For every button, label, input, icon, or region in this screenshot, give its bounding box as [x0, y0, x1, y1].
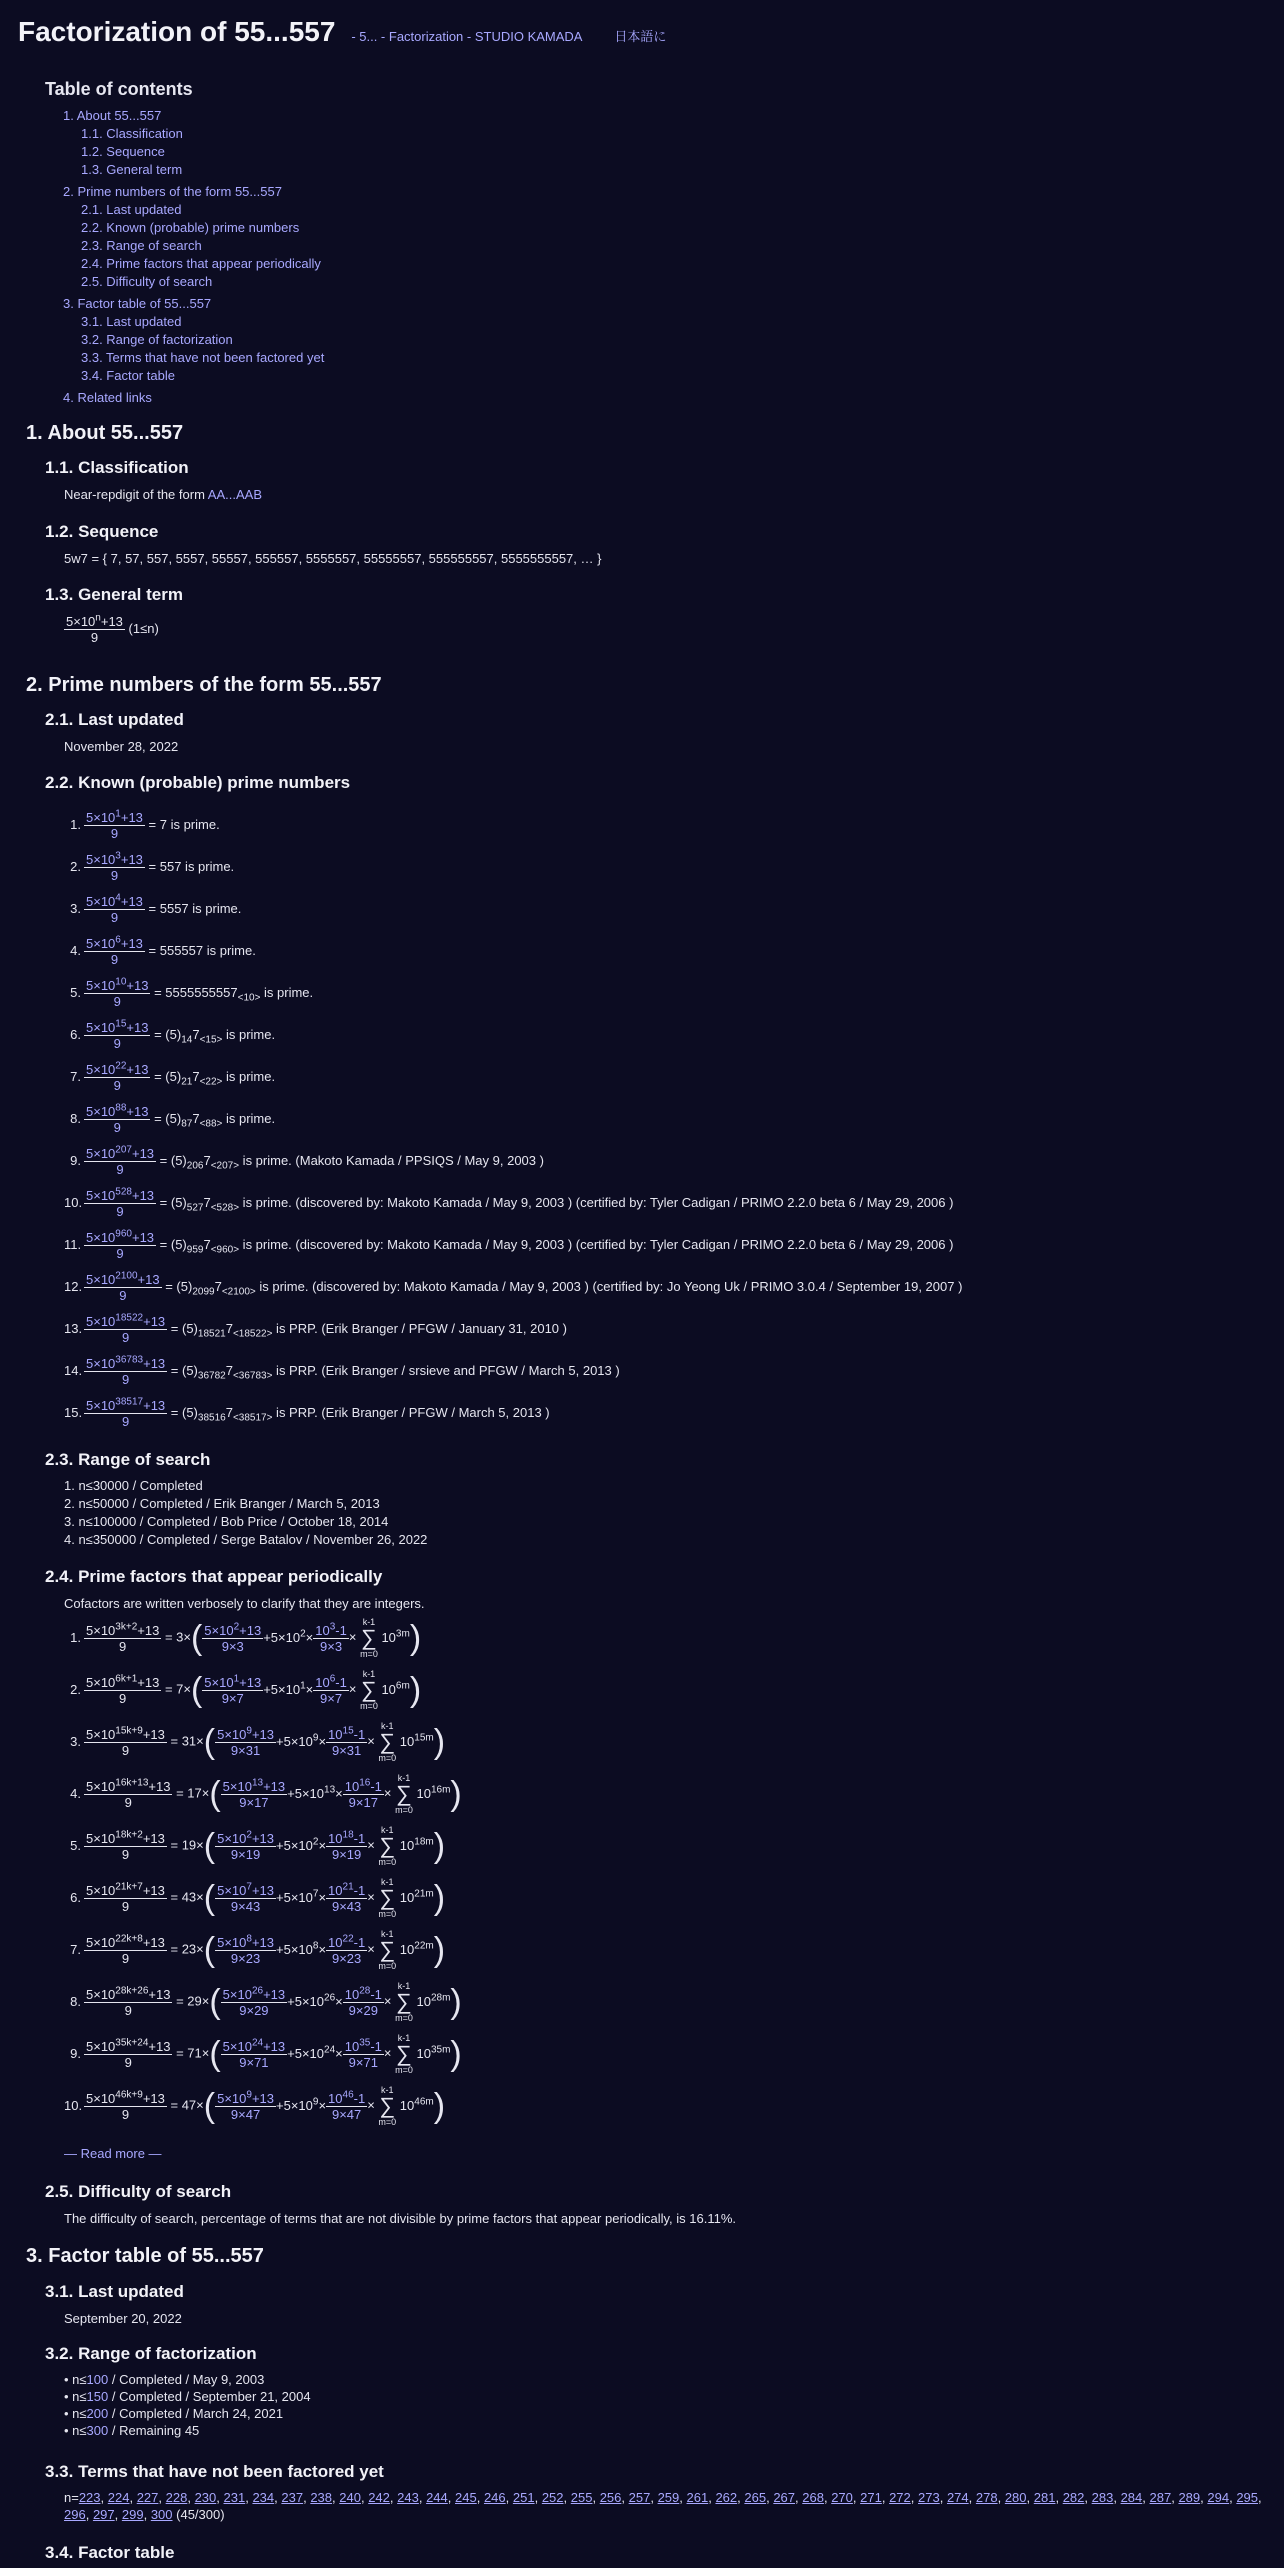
prime-item: 5. $\frac{5\times 10^{10}+13}{9}$ = $5555555557_{<10>}$ is prime. — [70, 976, 314, 1009]
section-heading: 1. About 55...557 — [26, 422, 184, 444]
unfactored-term-link[interactable]: 224 — [107, 2490, 130, 2506]
prime-formula[interactable]: $\frac{5\times 10^{2100}+13}{9}$ — [86, 1270, 160, 1303]
unfactored-term-link[interactable]: 274 — [946, 2490, 969, 2506]
factor-range-item: • n≤150 / Completed / September 21, 2004 — [64, 2389, 311, 2405]
general-term: $\frac{5\times 10^n+13}{9}$ (1≤n) — [66, 612, 159, 646]
factor-range-link[interactable]: 200 — [86, 2406, 109, 2422]
subsection-heading: 2.2. Known (probable) prime numbers — [45, 773, 351, 792]
factor-range-item: • n≤300 / Remaining 45 — [64, 2423, 200, 2439]
range-search-block — [0, 1449, 1284, 1549]
periodic-item: 2. $\frac{5\times 10^{6k+1}+13}{9}$ = 7×( $\frac{5\times 10^1+13}{9\times 7}$ $+5\times 10^1\times$ $\frac{10^6-1}{9\times 7}$ × k-1 ∑ m=0 $10^{6m}$) — [70, 1669, 422, 1712]
unfactored-term-link[interactable]: 231 — [223, 2490, 246, 2506]
prime-formula[interactable]: $\frac{5\times 10^{18522}+13}{9}$ — [86, 1312, 166, 1345]
unfactored-term-link[interactable]: 273 — [918, 2490, 940, 2506]
prime-item: 8. $\frac{5\times 10^{88}+13}{9}$ = $(5)_{87}7_{<88>}$ is prime. — [70, 1102, 276, 1135]
unfactored-term-link[interactable]: 289 — [1178, 2490, 1201, 2506]
subsection-heading: 2.4. Prime factors that appear periodically — [45, 1567, 383, 1586]
toc-subitem[interactable]: 1.2. Sequence — [81, 144, 165, 160]
classification-link[interactable]: AA...AAB — [207, 487, 262, 503]
toc-item[interactable]: 2. Prime numbers of the form 55...557 — [63, 184, 282, 200]
prime-formula[interactable]: $\frac{5\times 10^{38517}+13}{9}$ — [86, 1396, 166, 1429]
toc-title: Table of contents — [45, 79, 193, 99]
general-term-block — [0, 584, 1284, 645]
factor-range-item: • n≤200 / Completed / March 24, 2021 — [64, 2406, 284, 2422]
range-item: 2. n≤50000 / Completed / Erik Branger / March 5, 2013 — [64, 1496, 380, 1512]
unfactored-term-link[interactable]: 267 — [773, 2490, 796, 2506]
unfactored-term-link[interactable]: 246 — [483, 2490, 506, 2506]
breadcrumb[interactable]: - 5... - Factorization - STUDIO KAMADA — [351, 29, 583, 44]
toc-item[interactable]: 4. Related links — [63, 390, 152, 406]
page-header — [0, 0, 1284, 50]
prime-item: 14. $\frac{5\times 10^{36783}+13}{9}$ = $(5)_{36782}7_{<36783>}$ is PRP. (Erik Branger / srsieve and PFGW / March 5, 2013 ) — [64, 1354, 620, 1387]
periodic-note: Cofactors are written verbosely to clarify that they are integers. — [64, 1596, 425, 1612]
section-factor-table — [0, 2243, 1284, 2269]
section-heading: 2. Prime numbers of the form 55...557 — [26, 674, 382, 696]
prime-item: 2. $\frac{5\times 10^3+13}{9}$ = 557 is prime. — [70, 850, 235, 883]
periodic-item: 4. $\frac{5\times 10^{16k+13}+13}{9}$ = 17×( $\frac{5\times 10^{13}+13}{9\times 17}$ $+5\times 10^{13}\times$ $\frac{10^{16}-1}{9\times 17}$ × k-1 ∑ m=0 $10^{16m}$) — [70, 1773, 462, 1816]
difficulty-block — [0, 2181, 1284, 2228]
toc-item[interactable]: 1. About 55...557 — [63, 108, 162, 124]
unfactored-term-link[interactable]: 244 — [426, 2490, 448, 2506]
unfactored-term-link[interactable]: 243 — [397, 2490, 419, 2506]
subsection-heading: 2.5. Difficulty of search — [45, 2182, 232, 2201]
subsection-heading: 1.2. Sequence — [45, 522, 159, 541]
section-primes — [0, 672, 1284, 698]
classification-text: Near-repdigit of the form — [64, 487, 208, 503]
unfactored-term-link[interactable]: 240 — [339, 2490, 361, 2506]
unfactored-term-link[interactable]: 227 — [136, 2490, 159, 2506]
unfactored-count: (45/300) — [176, 2507, 225, 2523]
toc-subitem[interactable]: 3.2. Range of factorization — [81, 332, 233, 348]
toc-subitem[interactable]: 1.3. General term — [81, 162, 183, 178]
range-item: 4. n≤350000 / Completed / Serge Batalov / November 26, 2022 — [64, 1532, 428, 1548]
subsection-heading: 2.1. Last updated — [45, 710, 184, 729]
unfactored-term-link[interactable]: 271 — [860, 2490, 882, 2506]
subsection-heading: 3.2. Range of factorization — [45, 2344, 257, 2363]
section-about — [0, 420, 1284, 446]
prime-item: 3. $\frac{5\times 10^4+13}{9}$ = 5557 is prime. — [70, 892, 242, 925]
unfactored-term-link[interactable]: 245 — [455, 2490, 477, 2506]
unfactored-term-link[interactable]: 261 — [686, 2490, 709, 2506]
unfactored-term-link[interactable]: 281 — [1033, 2490, 1056, 2506]
unfactored-term-link[interactable]: 234 — [252, 2490, 275, 2506]
factor-updated-block — [0, 2281, 1284, 2328]
prime-item: 10. $\frac{5\times 10^{528}+13}{9}$ = $(5)_{527}7_{<528>}$ is prime. (discovered by: Makoto Kamada / May 9, 2003 ) (certified by: Tyler Cadigan / PRIMO 2.2.0 beta 6 / May 29, 2006 ) — [64, 1186, 954, 1219]
factor-table-block — [0, 2542, 1284, 2564]
periodic-item: 7. $\frac{5\times 10^{22k+8}+13}{9}$ = 23×( $\frac{5\times 10^8+13}{9\times 23}$ $+5\times 10^8\times$ $\frac{10^{22}-1}{9\times 23}$ × k-1 ∑ m=0 $10^{22m}$) — [70, 1929, 446, 1972]
prime-item: 13. $\frac{5\times 10^{18522}+13}{9}$ = $(5)_{18521}7_{<18522>}$ is PRP. (Erik Branger / PFGW / January 31, 2010 ) — [64, 1312, 567, 1345]
factor-range-link[interactable]: 150 — [86, 2389, 109, 2405]
unfactored-term-link[interactable]: 223 — [78, 2490, 101, 2506]
prime-item: 11. $\frac{5\times 10^{960}+13}{9}$ = $(5)_{959}7_{<960>}$ is prime. (discovered by: Makoto Kamada / May 9, 2003 ) (certified by: Tyler Cadigan / PRIMO 2.2.0 beta 6 / May 29, 2006 ) — [64, 1228, 954, 1261]
range-factorization-block — [0, 2343, 1284, 2439]
prime-item: 6. $\frac{5\times 10^{15}+13}{9}$ = $(5)_{14}7_{<15>}$ is prime. — [70, 1018, 276, 1051]
unfactored-term-link[interactable]: 297 — [92, 2507, 115, 2523]
periodic-block — [0, 1566, 1284, 1613]
unfactored-term-link[interactable]: 300 — [150, 2507, 173, 2523]
toc-subitem[interactable]: 3.4. Factor table — [81, 368, 175, 384]
page-title: Factorization of 55...557 — [18, 16, 336, 47]
table-of-contents — [45, 78, 1284, 407]
unfactored-term-link[interactable]: 242 — [368, 2490, 390, 2506]
subsection-heading: 3.3. Terms that have not been factored yet — [45, 2462, 384, 2481]
factor-range-link[interactable]: 300 — [86, 2423, 109, 2439]
unfactored-term-link[interactable]: 251 — [512, 2490, 535, 2506]
prime-item: 12. $\frac{5\times 10^{2100}+13}{9}$ = $(5)_{2099}7_{<2100>}$ is prime. (discovered by: Makoto Kamada / May 9, 2003 ) (certified by: Jo Yeong Uk / PRIMO 3.0.4 / September 19, 2007 ) — [64, 1270, 963, 1303]
sequence-text: 5w7 = { 7, 57, 557, 5557, 55557, 555557, 5555557, 55555557, 555555557, 5555555557, … } — [64, 551, 602, 567]
prime-formula[interactable]: $\frac{5\times 10^{22}+13}{9}$ — [86, 1060, 149, 1093]
prime-item: 4. $\frac{5\times 10^6+13}{9}$ = 555557 is prime. — [70, 934, 256, 967]
unfactored-term-link[interactable]: 299 — [121, 2507, 144, 2523]
prime-formula[interactable]: $\frac{5\times 10^3+13}{9}$ — [86, 850, 143, 883]
prime-item: 1. $\frac{5\times 10^1+13}{9}$ = 7 is prime. — [70, 808, 220, 841]
unfactored-term-link[interactable]: 295 — [1236, 2490, 1259, 2506]
toc-subitem[interactable]: 2.5. Difficulty of search — [81, 274, 213, 290]
language-link[interactable]: 日本語に — [614, 29, 667, 44]
section-heading: 3. Factor table of 55...557 — [26, 2245, 264, 2267]
unfactored-term-link[interactable]: 262 — [715, 2490, 738, 2506]
prime-item: 15. $\frac{5\times 10^{38517}+13}{9}$ = $(5)_{38516}7_{<38517>}$ is PRP. (Erik Branger / PFGW / March 5, 2013 ) — [64, 1396, 550, 1429]
unfactored-term-link[interactable]: 237 — [281, 2490, 304, 2506]
unfactored-term-link[interactable]: 238 — [310, 2490, 333, 2506]
prime-formula[interactable]: $\frac{5\times 10^{15}+13}{9}$ — [86, 1018, 149, 1051]
prime-formula[interactable]: $\frac{5\times 10^{88}+13}{9}$ — [86, 1102, 149, 1135]
factor-range-link[interactable]: 100 — [86, 2372, 109, 2388]
periodic-item: 5. $\frac{5\times 10^{18k+2}+13}{9}$ = 19×( $\frac{5\times 10^2+13}{9\times 19}$ $+5\times 10^2\times$ $\frac{10^{18}-1}{9\times 19}$ × k-1 ∑ m=0 $10^{18m}$) — [70, 1825, 446, 1868]
unfactored-term-link[interactable]: 282 — [1062, 2490, 1085, 2506]
unfactored-term-link[interactable]: 296 — [64, 2507, 86, 2523]
known-primes-block — [0, 772, 1284, 794]
toc-subitem[interactable]: 3.3. Terms that have not been factored yet — [81, 350, 325, 366]
toc-subitem[interactable]: 1.1. Classification — [81, 126, 183, 142]
prime-formula[interactable]: $\frac{5\times 10^{36783}+13}{9}$ — [86, 1354, 166, 1387]
periodic-item: 3. $\frac{5\times 10^{15k+9}+13}{9}$ = 31×( $\frac{5\times 10^9+13}{9\times 31}$ $+5\times 10^9\times$ $\frac{10^{15}-1}{9\times 31}$ × k-1 ∑ m=0 $10^{15m}$) — [70, 1721, 446, 1764]
prime-item: 9. $\frac{5\times 10^{207}+13}{9}$ = $(5)_{206}7_{<207>}$ is prime. (Makoto Kamada / PPSIQS / May 9, 2003 ) — [70, 1144, 544, 1177]
unfactored-term-link[interactable]: 270 — [831, 2490, 853, 2506]
sequence-block — [0, 521, 1284, 568]
last-updated-block — [0, 709, 1284, 756]
unfactored-term-link[interactable]: 228 — [165, 2490, 188, 2506]
unfactored-term-link[interactable]: 278 — [975, 2490, 998, 2506]
range-item: 1. n≤30000 / Completed — [64, 1478, 203, 1494]
periodic-item: 1. $\frac{5\times 10^{3k+2}+13}{9}$ = 3×( $\frac{5\times 10^2+13}{9\times 3}$ $+5\times 10^2\times$ $\frac{10^3-1}{9\times 3}$ × k-1 ∑ m=0 $10^{3m}$) — [70, 1617, 422, 1660]
unfactored-term-link[interactable]: 256 — [599, 2490, 622, 2506]
unfactored-term-link[interactable]: 252 — [541, 2490, 564, 2506]
toc-subitem[interactable]: 2.1. Last updated — [81, 202, 182, 218]
prime-formula[interactable]: $\frac{5\times 10^4+13}{9}$ — [86, 892, 143, 925]
unfactored-term-link[interactable]: 259 — [657, 2490, 680, 2506]
subsection-heading: 3.4. Factor table — [45, 2543, 175, 2562]
unfactored-term-link[interactable]: 268 — [802, 2490, 824, 2506]
toc-subitem[interactable]: 3.1. Last updated — [81, 314, 182, 330]
subsection-heading: 2.3. Range of search — [45, 1450, 211, 1469]
unfactored-term-link[interactable]: 257 — [628, 2490, 651, 2506]
toc-subitem[interactable]: 2.2. Known (probable) prime numbers — [81, 220, 300, 236]
subsection-heading: 3.1. Last updated — [45, 2282, 184, 2301]
prime-formula[interactable]: $\frac{5\times 10^{528}+13}{9}$ — [86, 1186, 155, 1219]
unfactored-term-link[interactable]: 265 — [744, 2490, 767, 2506]
prime-item: 7. $\frac{5\times 10^{22}+13}{9}$ = $(5)_{21}7_{<22>}$ is prime. — [70, 1060, 276, 1093]
factor-updated-date: September 20, 2022 — [64, 2311, 182, 2327]
prime-formula[interactable]: $\frac{5\times 10^{960}+13}{9}$ — [86, 1228, 155, 1261]
read-more-link[interactable]: — Read more — — [64, 2146, 162, 2161]
prime-formula[interactable]: $\frac{5\times 10^{10}+13}{9}$ — [86, 976, 149, 1009]
prime-formula[interactable]: $\frac{5\times 10^1+13}{9}$ — [86, 808, 143, 841]
unfactored-term-link[interactable]: 280 — [1004, 2490, 1027, 2506]
unfactored-term-link[interactable]: 283 — [1091, 2490, 1114, 2506]
subsection-heading: 1.3. General term — [45, 585, 183, 604]
toc-subitem[interactable]: 2.3. Range of search — [81, 238, 202, 254]
range-item: 3. n≤100000 / Completed / Bob Price / October 18, 2014 — [64, 1514, 389, 1530]
toc-subitem[interactable]: 2.4. Prime factors that appear periodically — [81, 256, 321, 272]
periodic-item: 8. $\frac{5\times 10^{28k+26}+13}{9}$ = 29×( $\frac{5\times 10^{26}+13}{9\times 29}$ $+5\times 10^{26}\times$ $\frac{10^{28}-1}{9\times 29}$ × k-1 ∑ m=0 $10^{28m}$) — [70, 1981, 462, 2024]
prime-formula[interactable]: $\frac{5\times 10^6+13}{9}$ — [86, 934, 143, 967]
subsection-heading: 1.1. Classification — [45, 458, 189, 477]
difficulty-text: The difficulty of search, percentage of terms that are not divisible by prime factors that appear periodically, is 16.11%. — [64, 2211, 737, 2227]
periodic-item: 6. $\frac{5\times 10^{21k+7}+13}{9}$ = 43×( $\frac{5\times 10^7+13}{9\times 43}$ $+5\times 10^7\times$ $\frac{10^{21}-1}{9\times 43}$ × k-1 ∑ m=0 $10^{21m}$) — [70, 1877, 446, 1920]
unfactored-term-link[interactable]: 255 — [570, 2490, 593, 2506]
periodic-item: 10. $\frac{5\times 10^{46k+9}+13}{9}$ = 47×( $\frac{5\times 10^9+13}{9\times 47}$ $+5\times 10^9\times$ $\frac{10^{46}-1}{9\times 47}$ × k-1 ∑ m=0 $10^{46m}$) — [64, 2085, 446, 2128]
unfactored-term-link[interactable]: 272 — [889, 2490, 911, 2506]
unfactored-term-link[interactable]: 230 — [194, 2490, 217, 2506]
unfactored-term-link[interactable]: 284 — [1120, 2490, 1143, 2506]
classification-block — [0, 457, 1284, 504]
unfactored-block: 3.3. Terms that have not been factored yet n=223, 224, 227, 228, 230, 231, 234, 237, 238, 240, 242, 243, 244, 245, 246, 251, 252, 255, 256, 257, 259, 261, 262, 265, 267, 268, 270, 271, 272, 273, 274, 278, 280, 281, 282, 283, 284, 287, 289, 294, 295, 296, 297, 299, 300 (45/300) — [0, 2461, 1284, 2523]
toc-item[interactable]: 3. Factor table of 55...557 — [63, 296, 212, 312]
factor-range-item: • n≤100 / Completed / May 9, 2003 — [64, 2372, 265, 2388]
periodic-item: 9. $\frac{5\times 10^{35k+24}+13}{9}$ = 71×( $\frac{5\times 10^{24}+13}{9\times 71}$ $+5\times 10^{24}\times$ $\frac{10^{35}-1}{9\times 71}$ × k-1 ∑ m=0 $10^{35m}$) — [70, 2033, 462, 2076]
prime-formula[interactable]: $\frac{5\times 10^{207}+13}{9}$ — [86, 1144, 155, 1177]
unfactored-term-link[interactable]: 287 — [1149, 2490, 1172, 2506]
unfactored-term-link[interactable]: 294 — [1207, 2490, 1230, 2506]
last-updated-date: November 28, 2022 — [64, 739, 179, 755]
